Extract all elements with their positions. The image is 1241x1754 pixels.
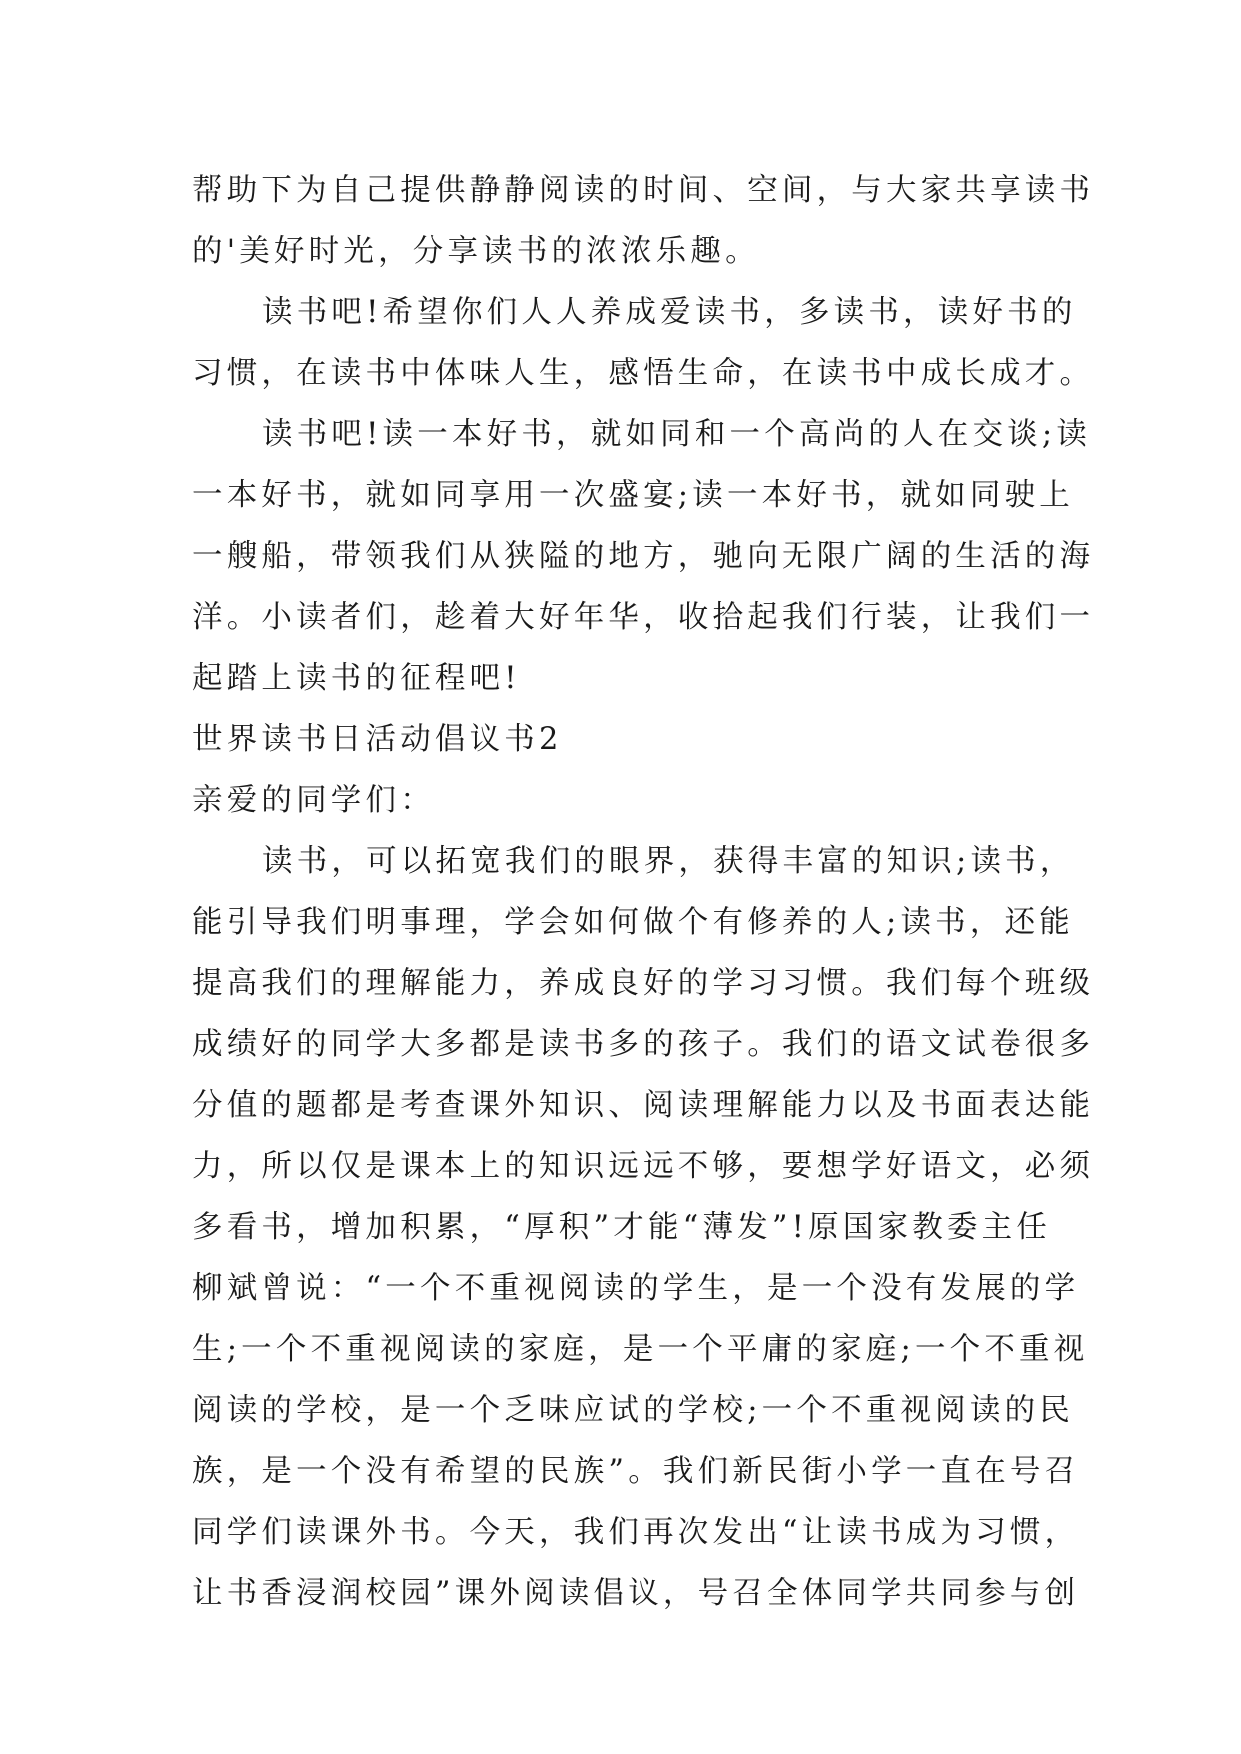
section-title: 世界读书日活动倡议书2 [192, 722, 563, 757]
text-line: 分值的题都是考查课外知识、阅读理解能力以及书面表达能 [192, 1088, 1095, 1123]
text-line: 的'美好时光，分享读书的浓浓乐趣。 [192, 234, 760, 269]
text-line: 柳斌曾说：“一个不重视阅读的学生，是一个没有发展的学 [192, 1271, 1080, 1306]
text-line: 阅读的学校，是一个乏味应试的学校;一个不重视阅读的民 [192, 1393, 1074, 1428]
text-line: 习惯，在读书中体味人生，感悟生命，在读书中成长成才。 [192, 356, 1095, 391]
salutation: 亲爱的同学们： [192, 783, 435, 818]
text-line: 力，所以仅是课本上的知识远远不够，要想学好语文，必须 [192, 1149, 1095, 1184]
paragraph-start-line: 读书，可以拓宽我们的眼界，获得丰富的知识;读书， [262, 844, 1075, 879]
paragraph-start-line: 读书吧!希望你们人人养成爱读书，多读书，读好书的 [262, 295, 1077, 330]
text-line: 提高我们的理解能力，养成良好的学习习惯。我们每个班级 [192, 966, 1095, 1001]
text-line: 多看书，增加积累，“厚积”才能“薄发”!原国家教委主任 [192, 1210, 1052, 1245]
text-line: 让书香浸润校园”课外阅读倡议，号召全体同学共同参与创 [192, 1576, 1080, 1611]
paragraph-start-line: 读书吧!读一本好书，就如同和一个高尚的人在交谈;读 [262, 417, 1092, 452]
text-line: 一本好书，就如同享用一次盛宴;读一本好书，就如同驶上 [192, 478, 1074, 513]
text-line: 能引导我们明事理，学会如何做个有修养的人;读书，还能 [192, 905, 1074, 940]
text-line: 洋。小读者们，趁着大好年华，收拾起我们行装，让我们一 [192, 600, 1095, 635]
text-line: 同学们读课外书。今天，我们再次发出“让读书成为习惯， [192, 1515, 1080, 1550]
text-line: 一艘船，带领我们从狭隘的地方，驰向无限广阔的生活的海 [192, 539, 1095, 574]
text-line: 生;一个不重视阅读的家庭，是一个平庸的家庭;一个不重视 [192, 1332, 1089, 1367]
text-line: 起踏上读书的征程吧! [192, 661, 521, 696]
text-line: 族，是一个没有希望的民族”。我们新民街小学一直在号召 [192, 1454, 1080, 1489]
document-body [192, 160, 1095, 1624]
text-line: 帮助下为自己提供静静阅读的时间、空间，与大家共享读书 [192, 173, 1095, 208]
text-line: 成绩好的同学大多都是读书多的孩子。我们的语文试卷很多 [192, 1027, 1095, 1062]
